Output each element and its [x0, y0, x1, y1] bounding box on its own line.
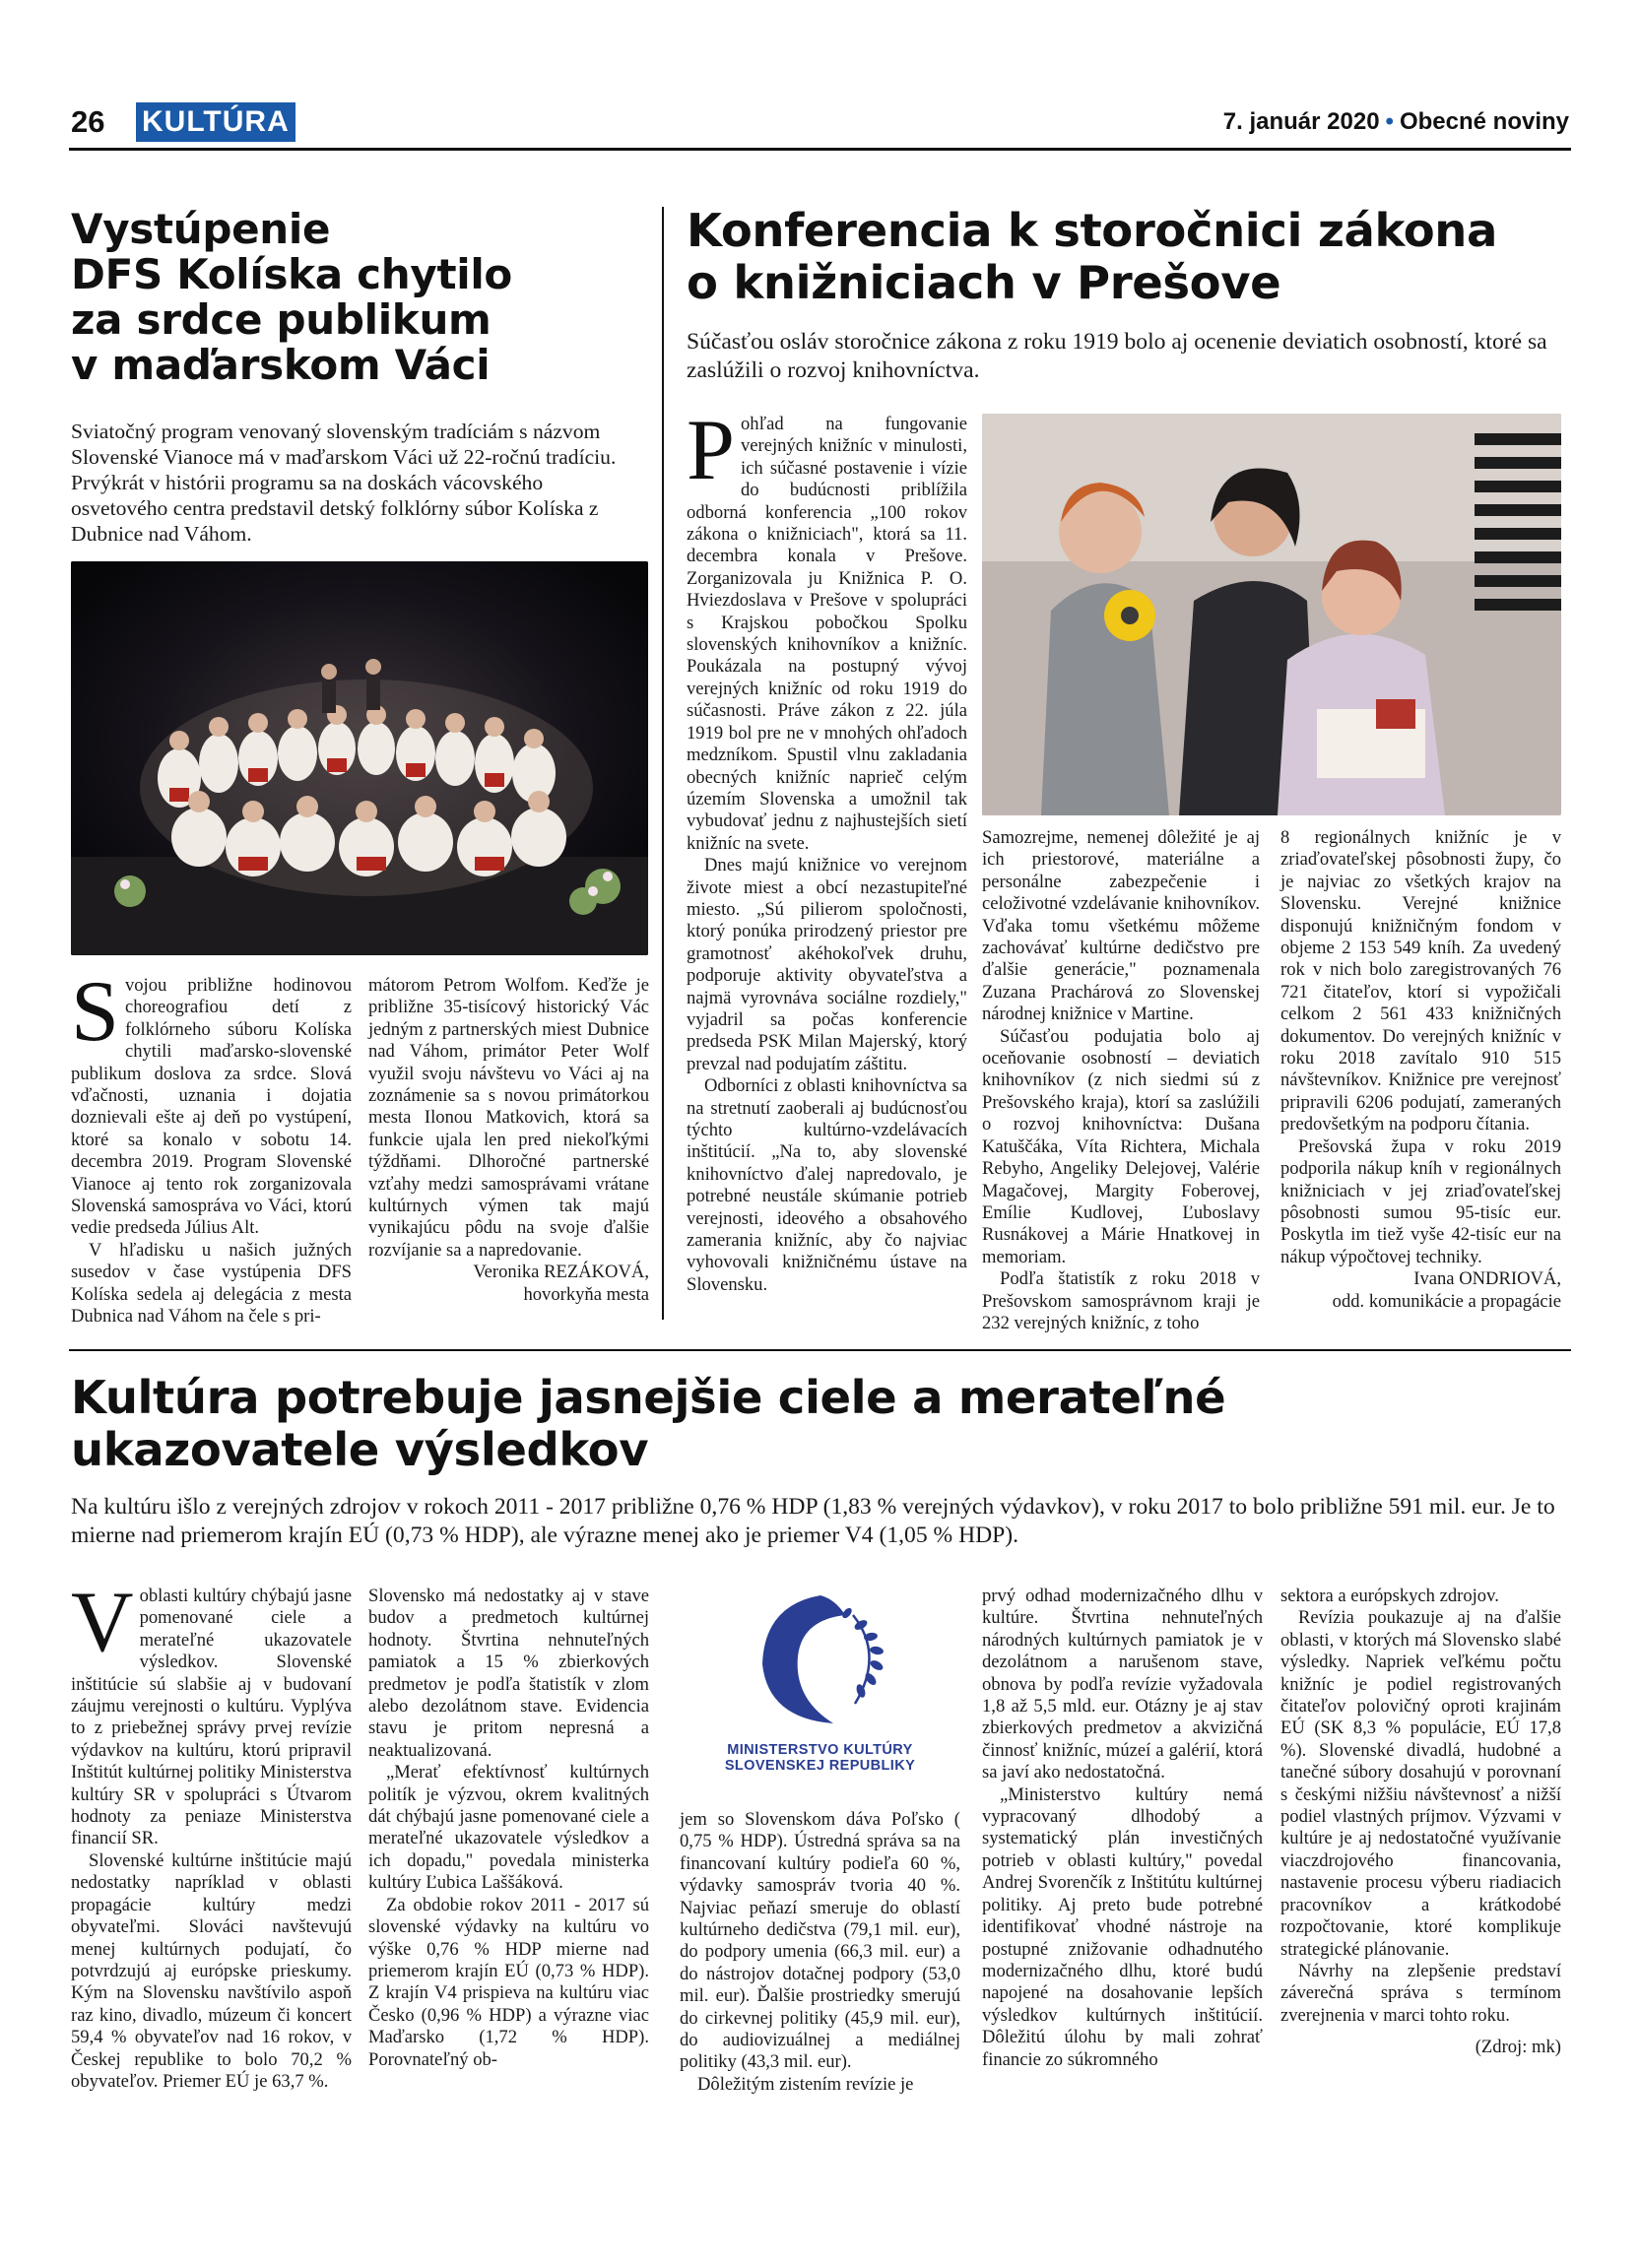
paragraph: Dôležitým zistením revízie je — [697, 2073, 914, 2095]
column-divider — [662, 207, 664, 1320]
paragraph: Dnes majú knižnice vo verejnom živote miest a obcí nezastupiteľné miesto. „Sú pilierom spoločnosti, ktorý ponúka prirodzený priestor pre gramotnosť akéhokoľvek druhu, podporuje aktivity obyvateľstva a najmä vyrovnáva sociálne rozdiely," vyjadril sa počas konferencie predseda PSK Milan Majerský, ktorý prevzal nad podujatím záštitu. — [687, 855, 967, 1074]
paragraph: Slovensko má nedostatky aj v stave budov a predmetoch kultúrnej hodnoty. Štvrtina nehnuteľných pamiatok a 15 % zbierkových predmetov je podľa štatistík v zlom alebo dezolátnom stave. Evidencia stavu je pritom nepresná a neaktualizovaná. — [368, 1586, 649, 1761]
article1-lead: Sviatočný program venovaný slovenským tradíciám s názvom Slovenské Vianoce má v maďarskom Váci už 22-ročnú tradíciu. Prvýkrát v histórii programu sa na doskách vácovského osvetového centra predstavil detský folklórny súbor Kolíska z Dubnice nad Váhom. — [71, 420, 617, 546]
paragraph: ohľad na fungovanie verejných knižníc v minulosti, ich súčasné postavenie i vízie do budúcnosti priblížila odborná konferencia „100 rokov zákona o knižniciach", ktorá sa 11. decembra konala v Prešove. Zorganizovala ju Knižnica P. O. Hviezdoslava v Prešove v spolupráci s Krajskou pobočkou Spolku slovenských knihovníkov a knižníc. Poukázala na postupný vývoj verejných knižníc od roku 1919 do súčasnosti. Práve zákon z 22. júla 1919 bol pre ne v mnohých ohľadoch medzníkom. Spustil vlnu zakladania obecných knižníc naprieč celým územím Slovenska a umožnil tak vybudovať jednu z najhustejších sietí knižníc na svete. — [687, 414, 967, 854]
folklore-ensemble-image — [71, 561, 648, 955]
ministry-emblem-icon — [737, 1586, 904, 1733]
award-ceremony-image — [982, 414, 1561, 815]
article3-col4 — [982, 1586, 1263, 2071]
paragraph: mátorom Petrom Wolfom. Keďže je približne 35-tisícový historický Vác jedným z partnerských miest Dubnice nad Váhom, primátor Peter Wolf využil svoju návštevu vo Váci aj na zoznámenie sa s novou primátorkou mesta Ilonou Matkovich, ktorá sa funkcie ujala len pred niekoľkými týždňami. Dlhoročné partnerské vzťahy medzi samosprávami vrátane kultúrnych výmen tak majú vynikajúcu pôdu na svoje ďalšie rozvíjanie sa a napredovanie. — [368, 975, 649, 1261]
paragraph: „Ministerstvo kultúry nemá vypracovaný dlhodobý a systematický plán investičných potrieb v oblasti kultúry," povedal Andrej Svorenčík z Inštitútu kultúrnej politiky. Aj preto bude potrebné identifikovať vhodné nástroje na postupné znižovanie odhadnutého modernizačného dlhu, ktoré budú napojené na dosahovanie lepších výsledkov kultúrnych inštitúcií. Dôležitú úlohu by mali zohrať financie zo súkromného — [982, 1783, 1263, 2070]
section-label: KULTÚRA — [136, 102, 295, 142]
signature-name: Veronika REZÁKOVÁ, — [473, 1262, 649, 1283]
paragraph: Súčasťou podujatia bolo aj oceňovanie osobností – deviatich knihovníkov (z nich siedmi sú z Prešovského kraja), ktorí sa zaslúžili o rozvoj knihovníctva: Dušana Katuščáka, Víta Richtera, Michala Rebyho, Angeliky Delejovej, Valérie Magačovej, Margity Foberovej, Emílie Kudlovej, Ľuboslavy Rusnákovej a Márie Hnatkovej in memoriam. — [982, 1025, 1260, 1267]
article1-col2 — [368, 975, 649, 1306]
signature-role: odd. komunikácie a propagácie — [1332, 1290, 1561, 1312]
paragraph: sektora a európskych zdrojov. — [1280, 1586, 1499, 1606]
paragraph: Návrhy na zlepšenie predstaví záverečná správa s termínom zverejnenia v marci tohto roku. — [1280, 1960, 1561, 2026]
paragraph: Podľa štatistík z roku 2018 v Prešovskom samosprávnom kraji je 232 verejných knižníc, z toho — [982, 1268, 1260, 1333]
section-divider — [69, 1349, 1571, 1351]
signature-name: Ivana ONDRIOVÁ, — [1413, 1268, 1561, 1290]
paragraph: Slovenské kultúrne inštitúcie majú nedostatky napríklad v oblasti propagácie kultúry medzi obyvateľmi. Slováci navštevujú menej kultúrnych podujatí, čo potvrdzujú aj európske prieskumy. Kým na Slovensku navštívilo aspoň raz kino, divadlo, múzeum či koncert 59,4 % obyvateľov nad 16 rokov, v Českej republike to bolo 70,2 % obyvateľov. Priemer EÚ je 63,7 %. — [71, 1849, 352, 2092]
ministry-logo — [680, 1586, 960, 1787]
paragraph: Prešovská župa v roku 2019 podporila nákup kníh v regionálnych knižniciach v jej zriaďovateľskej pôsobnosti sumou 95-tisíc eur. Poskytla im tiež vyše 42-tisíc eur na nákup výpočtovej techniky. — [1280, 1135, 1561, 1267]
paragraph: „Merať efektívnosť kultúrnych politík je výzvou, okrem kvalitných dát chýbajú jasne pomenované ciele a merateľné ukazovatele výsledkov a ich dopadu," povedala ministerka kultúry Ľubica Laššáková. — [368, 1762, 649, 1894]
article2-col1 — [687, 403, 967, 1296]
paragraph: Odborníci z oblasti knihovníctva sa na stretnutí zaoberali aj budúcnosťou týchto kultúrno-vzdelávacích inštitúcií. „Na to, aby slovenské knihovníctvo ďalej napredovalo, je potrebné neustále skúmanie potrieb verejnosti, ideového a obsahového zamerania knižníc, aby čo najviac vyhovovali knižničnému ústave na Slovensku. — [687, 1075, 967, 1295]
article3-col2 — [368, 1586, 649, 2071]
logo-text-line1: MINISTERSTVO KULTÚRY — [727, 1742, 913, 1758]
article3-lead: Na kultúru išlo z verejných zdrojov v rokoch 2011 - 2017 približne 0,76 % HDP (1,83 % verejných výdavkov), v roku 2017 to bolo približne 591 mil. eur. Je to mierne nad priemerom krajín EÚ (0,73 % HDP), ale výrazne menej ako je priemer V4 (1,05 % HDP). — [71, 1494, 1555, 1548]
article2-col2 — [982, 827, 1260, 1334]
issue-date: 7. január 2020 — [1222, 108, 1380, 135]
paragraph: jem so Slovenskom dáva Poľsko ( 0,75 % HDP). Ústredná správa sa na financovaní kultúry podieľa 60 %, výdavky samospráv tvoria 40 %. Najviac peňazí smeruje do oblastí kultúrneho dedičstva (79,1 mil. eur), do podpory umenia (66,3 mil. eur) a do nástrojov dotačnej podpory (53,0 mil. eur). Ďalšie prostriedky smerujú do cirkevnej politiky (45,9 mil. eur), do audiovizuálnej a mediálnej politiky (43,3 mil. eur). — [680, 1809, 960, 2073]
paragraph: Samozrejme, nemenej dôležité je aj ich priestorové, materiálne a personálne zabezpečenie i celoživotné vzdelávanie knihovníkov. Vďaka tomu všetkému môžeme zachovávať kultúrne dedičstvo pre ďalšie generácie," poznamenala Zuzana Prachárová zo Slovenskej národnej knižnice v Martine. — [982, 827, 1260, 1025]
award-photo — [982, 414, 1561, 815]
article2-col3 — [1280, 827, 1561, 1313]
article3-col1 — [71, 1575, 352, 2093]
drop-cap: S — [71, 964, 119, 1060]
publication-name: Obecné noviny — [1399, 108, 1569, 135]
paragraph: vojou približne hodinovou choreografiou detí z folklórneho súboru Kolíska chytili maďarsko-slovenské publikum doslova za srdce. Slová vďačnosti, uznania i dojatia doznievali ešte aj deň po vystúpení, ktoré sa konalo v sobotu 14. decembra 2019. Program Slovenské Vianoce aj tento rok zorganizovala Slovenská samospráva vo Váci, ktorú vedie predseda Július Alt. — [71, 975, 352, 1239]
article1-col1 — [71, 964, 352, 1328]
article3-col3 — [680, 1809, 960, 2096]
paragraph: 8 regionálnych knižníc je v zriaďovateľskej pôsobnosti župy, čo je najviac zo všetkých krajov na Slovensku. Verejné knižnice disponujú knižničným fondom v objeme 2 153 549 kníh. Za uvedený rok v nich bolo zaregistrovaných 76 721 čitateľov, ktorí si vypožičali celkom 2 561 433 knižničných dokumentov. Do verejných knižníc v roku 2018 zavítalo 910 515 návštevníkov. Knižnice pre verejnosť pripravili 6206 podujatí, zameraných predovšetkým na podporu čítania. — [1280, 827, 1561, 1135]
article2-title: Konferencia k storočnici zákona o knižniciach v Prešove — [687, 204, 1497, 309]
paragraph: Za obdobie rokov 2011 - 2017 sú slovenské výdavky na kultúru vo výške 0,76 % HDP mierne nad priemerom krajín EÚ (0,73 % HDP). Z krajín V4 prispieva na kultúru viac Česko (0,96 % HDP) a výrazne viac Maďarsko (1,72 % HDP). Porovnateľný ob- — [368, 1894, 649, 2070]
paragraph: prvý odhad modernizačného dlhu v kultúre. Štvrtina nehnuteľných národných kultúrnych pamiatok je v dezolátnom a narušenom stave, obnova by podľa revízie vyžadovala 1,8 až 5,5 mld. eur. Otázny je aj stav zbierkových predmetov a akvizičná činnosť knižníc, múzeí a galérií, ktorá sa javí ako nedostatočná. — [982, 1586, 1263, 1783]
drop-cap: P — [687, 403, 735, 498]
article2-lead: Súčasťou osláv storočnice zákona z roku 1919 bolo aj ocenenie deviatich osobností, ktoré sa zaslúžili o rozvoj knihovníctva. — [687, 329, 1547, 383]
page-number: 26 — [71, 104, 105, 139]
signature-role: hovorkyňa mesta — [523, 1283, 649, 1305]
logo-text-line2: SLOVENSKEJ REPUBLIKY — [724, 1758, 916, 1774]
article3-col5 — [1280, 1586, 1561, 2059]
paragraph: oblasti kultúry chýbajú jasne pomenované ciele a merateľné ukazovatele výsledkov. Slovenské inštitúcie sú slabšie aj v budovaní záujmu verejnosti o kultúru. Vyplýva to z priebežnej správy prvej revízie výdavkov na kultúru, ktorú pripravil Inštitút kultúrnej politiky Ministerstva kultúry SR v spolupráci s Útvarom hodnoty za peniaze Ministerstva financií SR. — [71, 1586, 352, 1849]
issue-info — [1223, 108, 1569, 136]
folklore-photo — [71, 561, 648, 955]
article1-title: Vystúpenie DFS Kolíska chytilo za srdce publikum v maďarskom Váci — [71, 205, 512, 389]
drop-cap: V — [71, 1575, 134, 1670]
article3-title: Kultúra potrebuje jasnejšie ciele a merateľné ukazovatele výsledkov — [71, 1371, 1226, 1476]
paragraph: Revízia poukazuje aj na ďalšie oblasti, v ktorých má Slovensko slabé výsledky. Napriek veľkému počtu knižníc je podiel registrovaných čitateľov polovičný oproti krajinám EÚ (SK 8,3 % populácie, EÚ 17,8 %). Slovenské divadlá, hudobné a tanečné súbory dosahujú v porovnaní s českými nižšiu návštevnosť a nižší podiel vlastných príjmov. Výzvami v kultúre je aj nedostatočné využívanie viaczdrojového financovania, nastavenie procesu výberu riadiacich pracovníkov a krátkodobé rozpočtovanie, ktoré komplikuje strategické plánovanie. — [1280, 1607, 1561, 1960]
header-rule — [69, 148, 1571, 151]
paragraph: V hľadisku u našich južných susedov v čase vystúpenia DFS Kolíska sedela aj delegácia z mesta Dubnica nad Váhom na čele s pri- — [71, 1239, 352, 1328]
separator-dot: • — [1385, 108, 1394, 135]
source-credit: (Zdroj: mk) — [1475, 2037, 1561, 2058]
